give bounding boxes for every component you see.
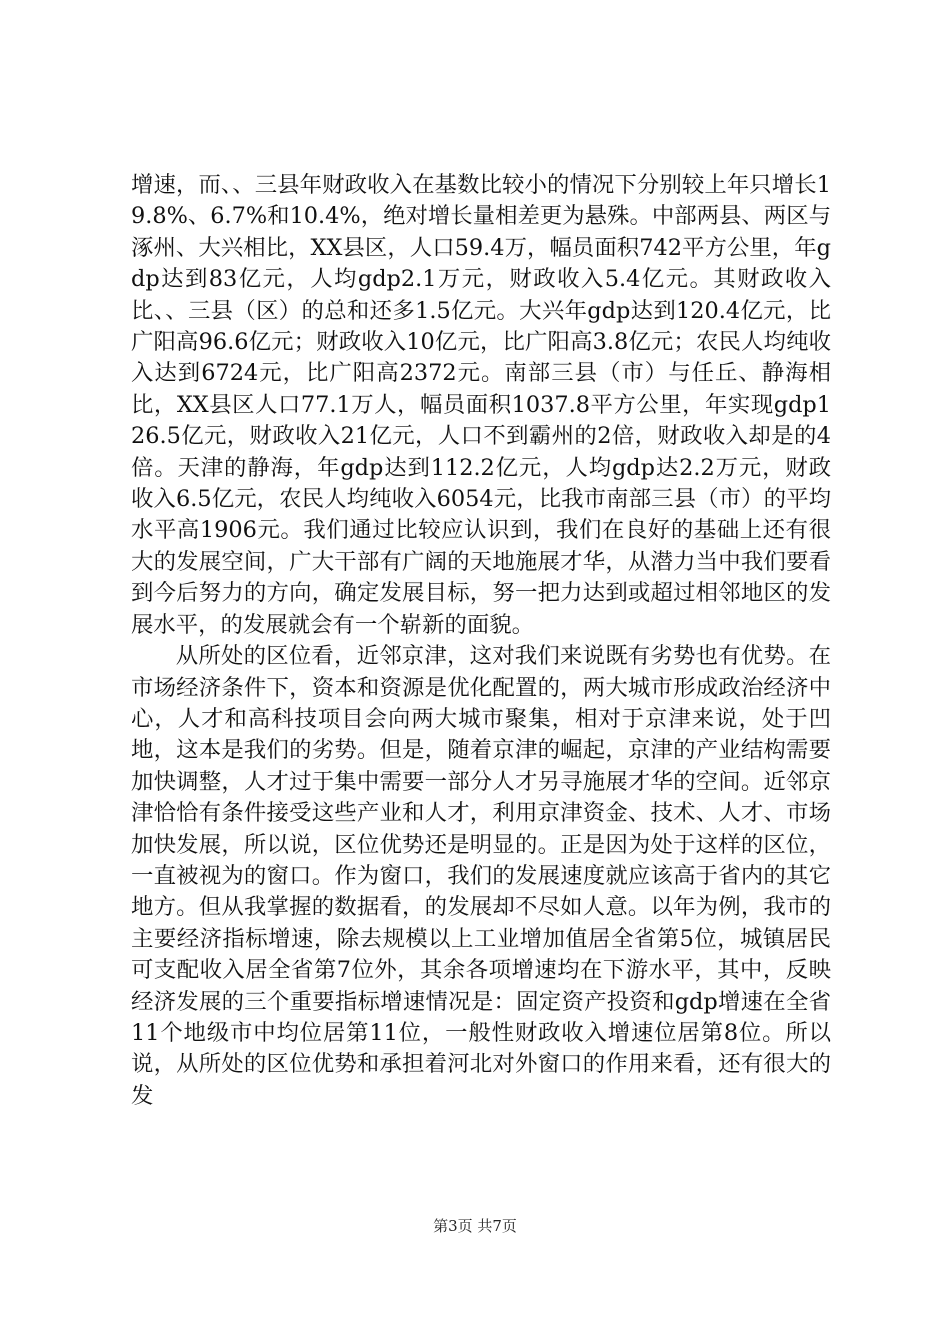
document-body bbox=[131, 170, 831, 1112]
paragraph-1: 增速，而、、三县年财政收入在基数比较小的情况下分别较上年只增长19.8%、6.7%和10.4%，绝对增长量相差更为悬殊。中部两县、两区与涿州、大兴相比，XX县区，人口59.4万，幅员面积742平方公里，年gdp达到83亿元，人均gdp2.1万元，财政收入5.4亿元。其财政收入比、、三县（区）的总和还多1.5亿元。大兴年gdp达到120.4亿元，比广阳高96.6亿元；财政收入10亿元，比广阳高3.8亿元；农民人均纯收入达到6724元，比广阳高2372元。南部三县（市）与任丘、静海相比，XX县区人口77.1万人，幅员面积1037.8平方公里，年实现gdp126.5亿元，财政收入21亿元，人口不到霸州的2倍，财政收入却是的4倍。天津的静海，年gdp达到112.2亿元，人均gdp达2.2万元，财政收入6.5亿元，农民人均纯收入6054元，比我市南部三县（市）的平均水平高1906元。我们通过比较应认识到，我们在良好的基础上还有很大的发展空间，广大干部有广阔的天地施展才华，从潜力当中我们要看到今后努力的方向，确定发展目标，努一把力达到或超过相邻地区的发展水平，的发展就会有一个崭新的面貌。 bbox=[131, 172, 831, 638]
paragraph-2: 从所处的区位看，近邻京津，这对我们来说既有劣势也有优势。在市场经济条件下，资本和资源是优化配置的，两大城市形成政治经济中心，人才和高科技项目会向两大城市聚集，相对于京津来说，处于凹地，这本是我们的劣势。但是，随着京津的崛起，京津的产业结构需要加快调整，人才过于集中需要一部分人才另寻施展才华的空间。近邻京津恰恰有条件接受这些产业和人才，利用京津资金、技术、人才、市场加快发展，所以说，区位优势还是明显的。正是因为处于这样的区位，一直被视为的窗口。作为窗口，我们的发展速度就应该高于省内的其它地方。但从我掌握的数据看，的发展却不尽如人意。以年为例，我市的主要经济指标增速，除去规模以上工业增加值居全省第5位，城镇居民可支配收入居全省第7位外，其余各项增速均在下游水平，其中，反映经济发展的三个重要指标增速情况是：固定资产投资和gdp增速在全省11个地级市中均位居第11位，一般性财政收入增速位居第8位。所以说，从所处的区位优势和承担着河北对外窗口的作用来看，还有很大的发 bbox=[131, 643, 831, 1109]
page-footer: 第3页 共7页 bbox=[433, 1217, 517, 1235]
